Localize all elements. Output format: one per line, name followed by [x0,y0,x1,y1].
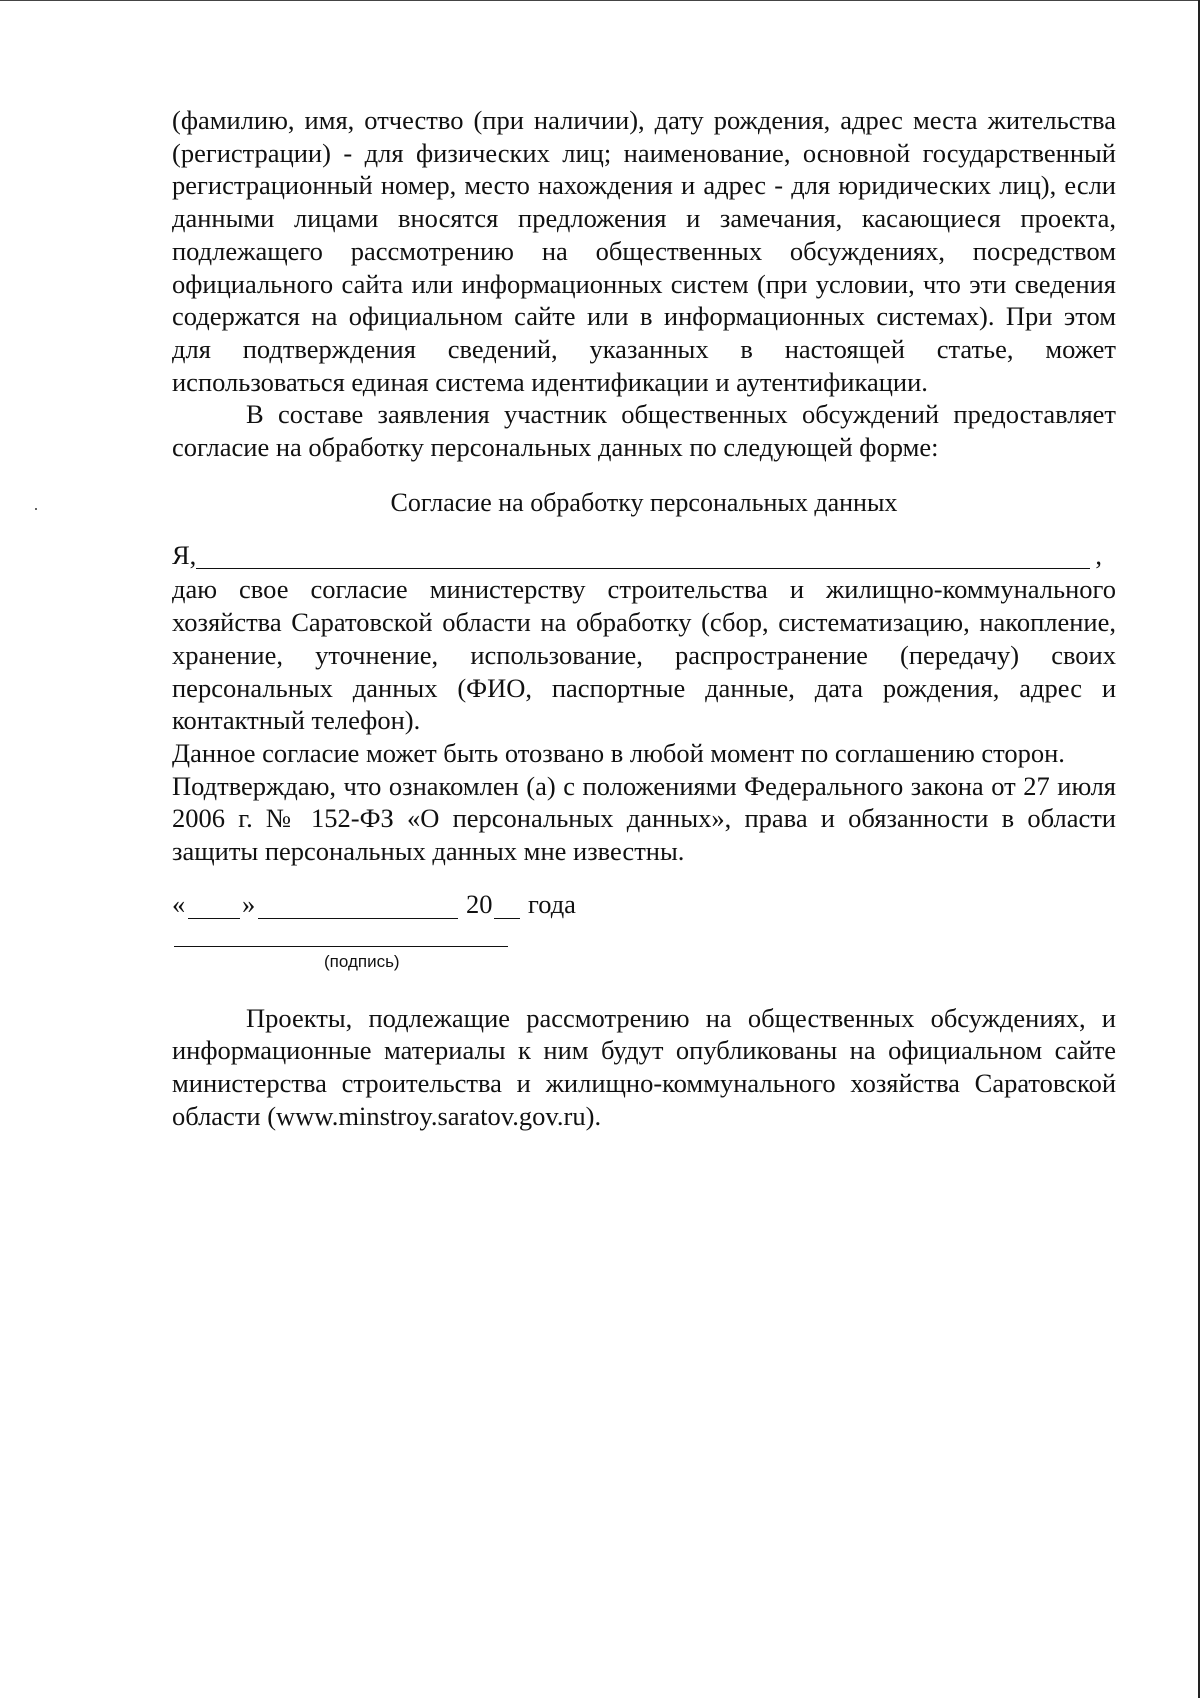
intro-paragraph-2: В составе заявления участник общественных обсуждений предоставляет согласие на обработку персональных данных по следующей форме: [172,399,1116,463]
consent-paragraph-3: Подтверждаю, что ознакомлен (а) с положениями Федерального закона от 27 июля 2006 г. № 152-ФЗ «О персональных данных», права и обязанности в области защиты персональных данных мне известны. [172,770,1116,867]
consent-paragraph-2: Данное согласие может быть отозвано в любой момент по соглашению сторон. [172,737,1065,768]
date-fill-line [172,888,1116,924]
closing-paragraph: Проекты, подлежащие рассмотрению на общественных обсуждениях, и информационные материалы к ним будут опубликованы на официальном сайте министерства строительства и жилищно-коммунального хозяйства Саратовской области (www.minstroy.saratov.gov.ru). [172,1002,1116,1131]
scan-edge-top [0,0,1200,1]
month-blank-underline [258,918,458,919]
name-blank-underline [196,568,1090,569]
year-blank-underline [494,918,520,919]
name-fill-line [172,539,1116,573]
signature-underline [174,946,508,947]
document-page [172,104,1116,1133]
scan-speck [35,508,37,510]
year-prefix: 20 [466,888,493,919]
ya-label: Я, [172,540,197,571]
intro-paragraph-1: (фамилию, имя, отчество (при наличии), дату рождения, адрес места жительства (регистрации) - для физических лиц; наименование, основной государственный регистрационный номер, место нахождения и адрес - для юридических лиц), если данными лицами вносятся предложения и замечания, касающиеся проекта, подлежащего рассмотрению на общественных обсуждениях, посредством официального сайта или информационных систем (при условии, что эти сведения содержатся на официальном сайте или в информационных системах). При этом для подтверждения сведений, указанных в настоящей статье, может использоваться единая система идентификации и аутентификации. [172,105,1116,397]
signature-caption: (подпись) [324,951,400,971]
date-close-quote: » [242,888,256,919]
consent-title: Согласие на обработку персональных данных [390,487,898,517]
year-suffix: года [528,888,576,919]
ya-comma: , [1095,540,1102,571]
date-open-quote: « [172,888,186,919]
signature-block [172,928,1116,998]
consent-paragraph-1: даю свое согласие министерству строительства и жилищно-коммунального хозяйства Саратовской области на обработку (сбор, систематизацию, накопление, хранение, уточнение, использование, распространение (передачу) своих персональных данных (ФИО, паспортные данные, дата рождения, адрес и контактный телефон). [172,574,1116,736]
day-blank-underline [188,918,240,919]
